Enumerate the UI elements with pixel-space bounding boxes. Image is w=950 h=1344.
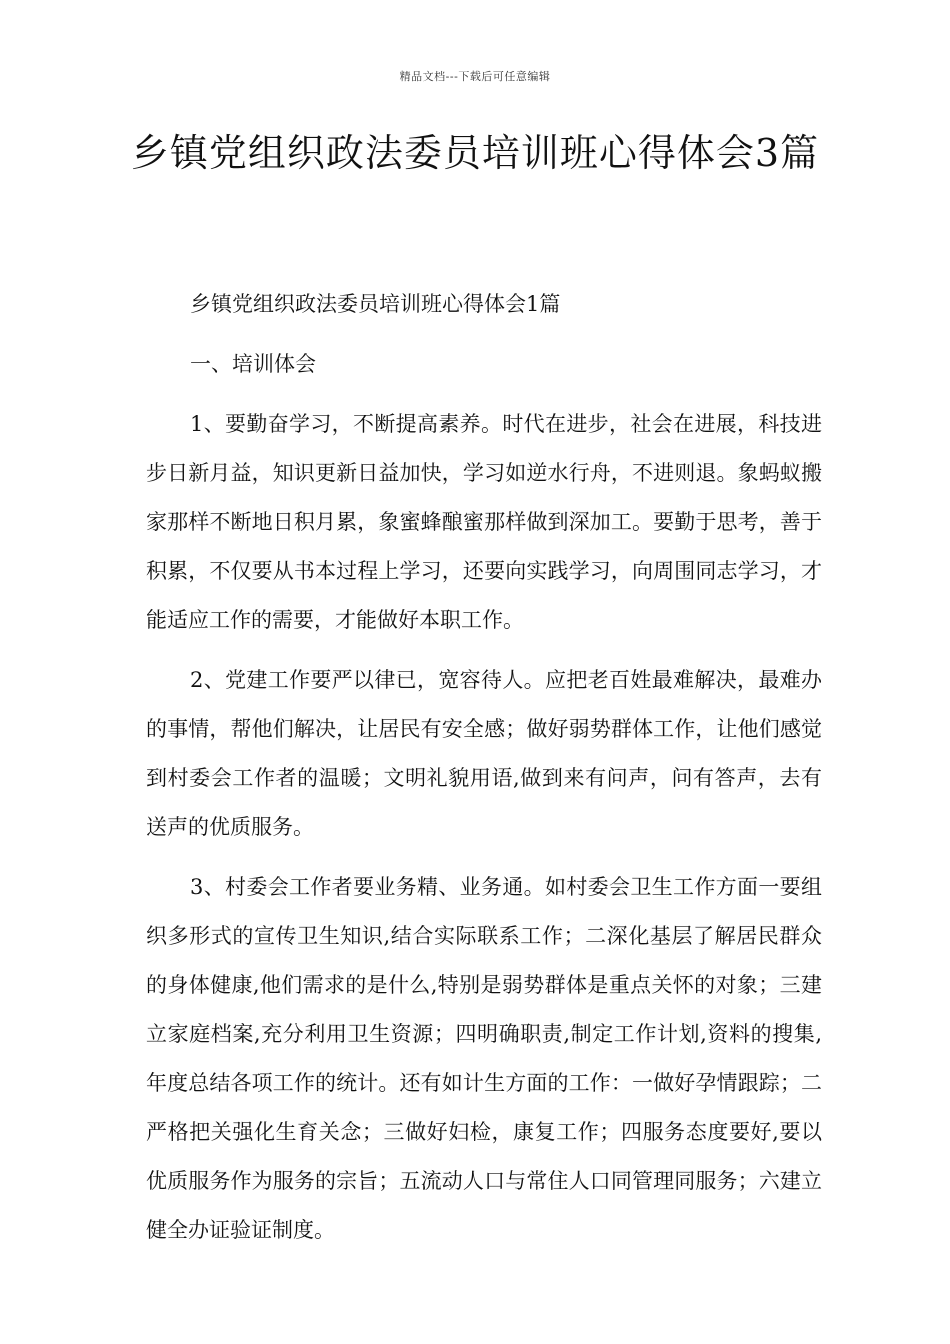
paragraph: 3、村委会工作者要业务精、业务通。如村委会卫生工作方面一要组织多形式的宣传卫生知识,结合实际联系工作；二深化基层了解居民群众的身体健康,他们需求的是什么,特别是弱势群体是重点关怀的对象；三建立家庭档案,充分利用卫生资源；四明确职责,制定工作计划,资料的搜集,年度总结各项工作的统计。还有如计生方面的工作：一做好孕情跟踪；二严格把关强化生育关念；三做好妇检，康复工作；四服务态度要好,要以优质服务作为服务的宗旨；五流动人口与常住人口同管理同服务；六建立健全办证验证制度。 bbox=[146, 875, 822, 1242]
section-heading: 乡镇党组织政法委员培训班心得体会1篇 bbox=[190, 292, 561, 316]
document-body bbox=[146, 280, 822, 1266]
paragraph: 2、党建工作要严以律已，宽容待人。应把老百姓最难解决，最难办的事情，帮他们解决，让居民有安全感；做好弱势群体工作，让他们感觉到村委会工作者的温暖；文明礼貌用语,做到来有问声，问有答声，去有送声的优质服务。 bbox=[146, 668, 822, 839]
document-title: 乡镇党组织政法委员培训班心得体会3篇 bbox=[130, 131, 820, 175]
paragraph: 1、要勤奋学习，不断提高素养。时代在进步，社会在进展，科技进步日新月益，知识更新日益加快，学习如逆水行舟，不进则退。象蚂蚁搬家那样不断地日积月累，象蜜蜂酿蜜那样做到深加工。要勤于思考，善于积累，不仅要从书本过程上学习，还要向实践学习，向周围同志学习，才能适应工作的需要，才能做好本职工作。 bbox=[146, 412, 822, 632]
subsection-heading: 一、培训体会 bbox=[190, 352, 316, 376]
header-note: 精品文档---下载后可任意编辑 bbox=[399, 70, 551, 83]
